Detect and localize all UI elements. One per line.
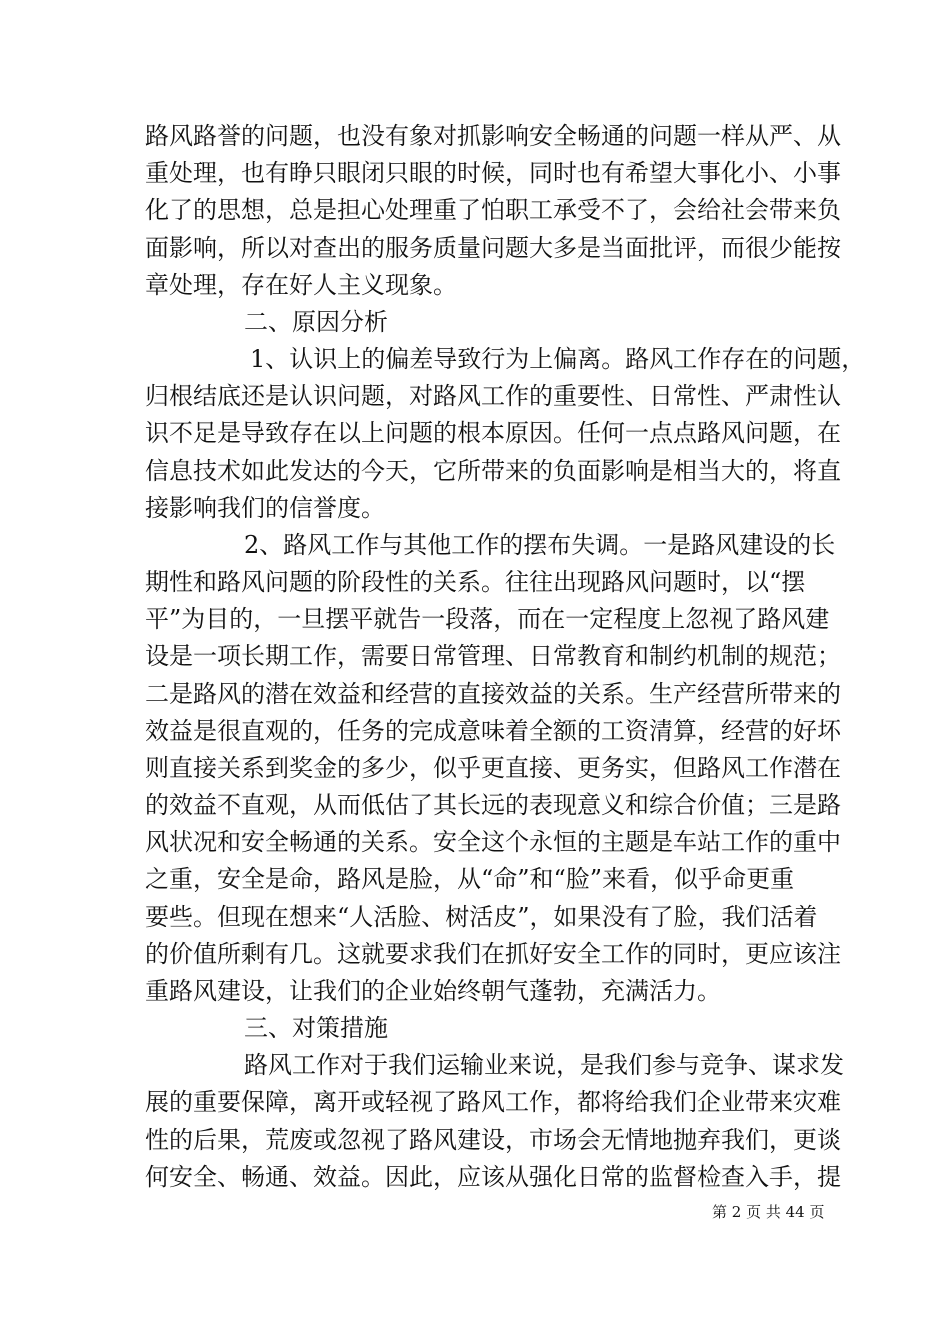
text-line: 设是一项长期工作，需要日常管理、日常教育和制约机制的规范； (145, 642, 841, 670)
text-line: 重路风建设，让我们的企业始终朝气蓬勃，充满活力。 (145, 977, 721, 1005)
text-line: 二是路风的潜在效益和经营的直接效益的关系。生产经营所带来的 (145, 680, 841, 708)
text-line: 展的重要保障，离开或轻视了路风工作，都将给我们企业带来灾难 (145, 1088, 841, 1116)
text-line: 路风路誉的问题，也没有象对抓影响安全畅通的问题一样从严、从 (145, 122, 841, 150)
text-line: 要些。但现在想来“人活脸、树活皮”，如果没有了脸，我们活着 (145, 903, 818, 931)
text-line: 则直接关系到奖金的多少，似乎更直接、更务实，但路风工作潜在 (145, 754, 841, 782)
page-footer: 第 2 页 共 44 页 (712, 1203, 825, 1221)
text-line: 何安全、畅通、效益。因此，应该从强化日常的监督检查入手，提 (145, 1163, 841, 1191)
text-line: 性的后果，荒废或忽视了路风建设，市场会无情地抛弃我们，更谈 (145, 1126, 841, 1154)
text-line: 效益是很直观的，任务的完成意味着全额的工资清算，经营的好坏 (145, 717, 841, 745)
text-line: 重处理，也有睁只眼闭只眼的时候，同时也有希望大事化小、小事 (145, 159, 841, 187)
text-line: 接影响我们的信誉度。 (145, 494, 385, 522)
text-line: 化了的思想，总是担心处理重了怕职工承受不了，会给社会带来负 (145, 196, 841, 224)
text-line: 面影响，所以对查出的服务质量问题大多是当面批评，而很少能按 (145, 234, 841, 262)
section-heading: 二、原因分析 (244, 308, 388, 336)
text-line: 识不足是导致存在以上问题的根本原因。任何一点点路风问题，在 (145, 419, 841, 447)
text-line: 归根结底还是认识问题，对路风工作的重要性、日常性、严肃性认 (145, 382, 841, 410)
text-line: 的价值所剩有几。这就要求我们在抓好安全工作的同时，更应该注 (145, 940, 841, 968)
text-line: 章处理，存在好人主义现象。 (145, 271, 457, 299)
text-line: 信息技术如此发达的今天，它所带来的负面影响是相当大的，将直 (145, 457, 841, 485)
text-line: 期性和路风问题的阶段性的关系。往往出现路风问题时，以“摆 (145, 568, 806, 596)
text-line: 风状况和安全畅通的关系。安全这个永恒的主题是车站工作的重中 (145, 828, 841, 856)
text-line: 之重，安全是命，路风是脸，从“命”和“脸”来看，似乎命更重 (145, 865, 795, 893)
section-heading: 三、对策措施 (244, 1014, 388, 1042)
text-line: 路风工作对于我们运输业来说，是我们参与竞争、谋求发 (244, 1051, 844, 1079)
text-line: 1、认识上的偏差导致行为上偏离。路风工作存在的问题， (250, 345, 866, 373)
text-line: 2、路风工作与其他工作的摆布失调。一是路风建设的长 (244, 531, 836, 559)
text-line: 平”为目的，一旦摆平就告一段落，而在一定程度上忽视了路风建 (145, 605, 830, 633)
text-line: 的效益不直观，从而低估了其长远的表现意义和综合价值；三是路 (145, 791, 841, 819)
